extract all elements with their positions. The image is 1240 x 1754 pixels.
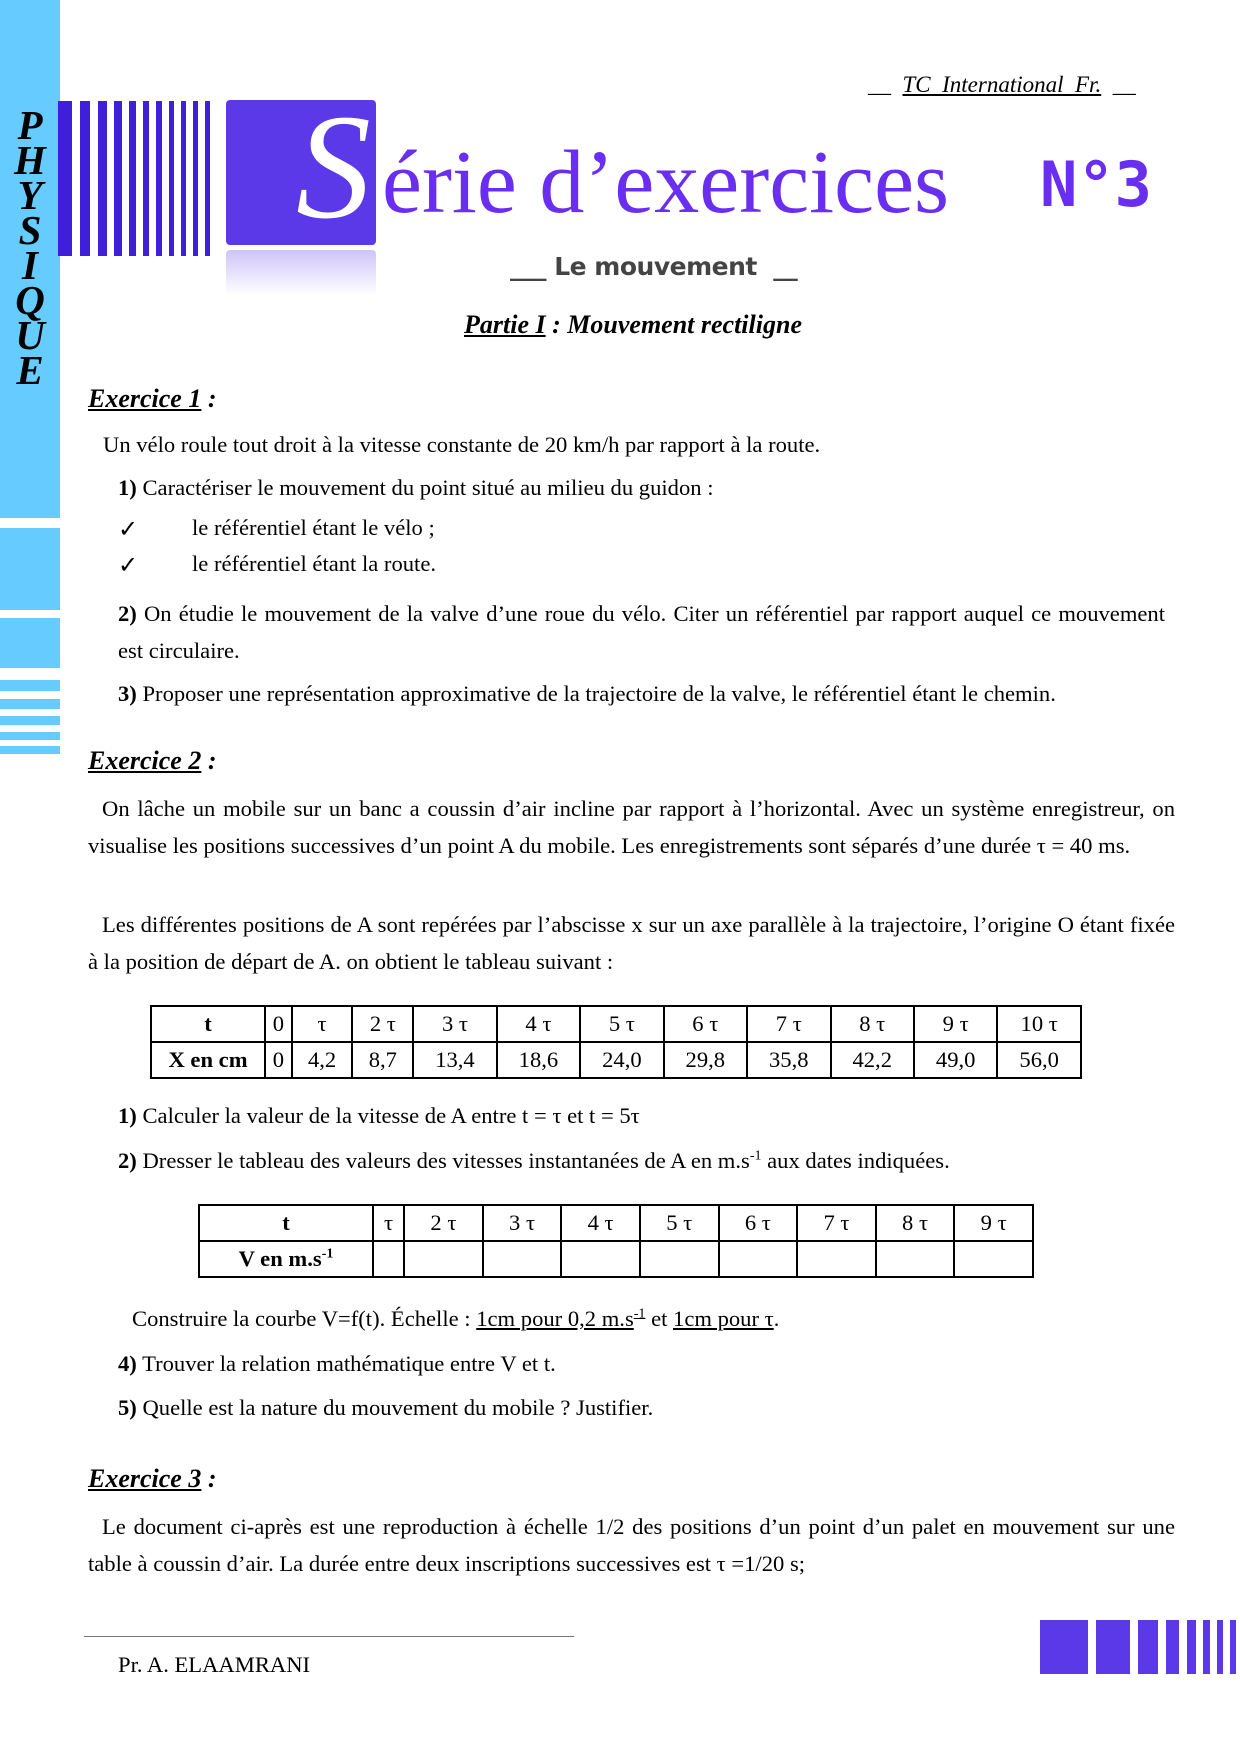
header-bar [143, 101, 149, 256]
side-letter: S [18, 207, 42, 253]
question-text: Caractériser le mouvement du point situé au milieu du guidon : [136, 475, 714, 500]
header-bar [114, 101, 122, 256]
exercise-2-heading [88, 746, 217, 776]
exercise-1-bullet-2: le référentiel étant la route. [192, 551, 436, 576]
table-cell: 7 τ [747, 1006, 830, 1042]
side-band-stripe-3 [0, 716, 60, 725]
table-cell: 24,0 [580, 1042, 663, 1078]
side-letter: U [15, 312, 45, 358]
table-cell: 13,4 [413, 1042, 496, 1078]
question-number: 2) [118, 601, 137, 626]
side-band-block-2 [0, 618, 60, 668]
table-header-cell [199, 1241, 373, 1277]
header-bar [205, 101, 210, 256]
exercise-1-question-3 [118, 675, 1188, 712]
exercise-3-paragraph-1: Le document ci-après est une reproduction à échelle 1/2 des positions d’un point d’un palet en mouvement sur une table à coussin d’air. La durée entre deux inscriptions successives est τ =1/20 s; [88, 1514, 1175, 1576]
check-icon: ✓ [118, 553, 139, 579]
footer-bar [1203, 1620, 1210, 1674]
header-bar [169, 101, 174, 256]
series-number: N°3 [1040, 148, 1152, 221]
table-cell: 8,7 [352, 1042, 413, 1078]
question-number: 5) [118, 1395, 137, 1420]
exercise-2-paragraph-1: On lâche un mobile sur un banc a coussin d’air incline par rapport à l’horizontal. Avec un système enregistreur, on visualise les positions successives d’un point A du mobile. Les enregistrements sont séparés d’une durée τ = 40 ms. [88, 796, 1175, 858]
footer-bar [1096, 1620, 1130, 1674]
question-text: Dresser le tableau des valeurs des vitesses instantanées de A en m.s [136, 1148, 750, 1173]
header-bar [58, 101, 72, 256]
table-header-cell: t [199, 1205, 373, 1241]
header-bar [129, 101, 136, 256]
heading-colon: : [201, 384, 217, 413]
heading-colon: : [201, 1464, 217, 1493]
table-cell: 8 τ [831, 1006, 914, 1042]
side-letter: H [14, 137, 46, 183]
table-cell: 7 τ [797, 1205, 876, 1241]
empty-table-cell[interactable] [876, 1241, 955, 1277]
check-icon: ✓ [118, 517, 139, 543]
empty-table-cell[interactable] [640, 1241, 719, 1277]
table-row [199, 1241, 1033, 1277]
title-initial: S [296, 84, 371, 250]
table-row [151, 1006, 1081, 1042]
footer-bar [1138, 1620, 1158, 1674]
table-row [199, 1205, 1033, 1241]
side-letter: P [17, 102, 43, 148]
header-tag-suffix: __ [1101, 72, 1136, 97]
header-tag-text: TC International Fr. [902, 72, 1102, 97]
empty-table-cell[interactable] [404, 1241, 483, 1277]
header-bar [193, 101, 198, 256]
side-band-stripe-5 [0, 746, 60, 754]
exercise-2-question-4 [118, 1345, 1178, 1382]
table-cell: 8 τ [876, 1205, 955, 1241]
table-cell: 4,2 [292, 1042, 353, 1078]
table-cell: 2 τ [352, 1006, 413, 1042]
question-number: 1) [118, 475, 137, 500]
table-cell: τ [292, 1006, 353, 1042]
table-cell: 6 τ [719, 1205, 798, 1241]
subtitle [510, 252, 797, 281]
footer-divider [84, 1636, 574, 1637]
part-heading [0, 310, 1240, 340]
header-tag [868, 72, 1136, 98]
table-cell: 0 [265, 1006, 292, 1042]
header-bar [156, 101, 162, 256]
exercise-2-question-5 [118, 1389, 1178, 1426]
page-title: érie d’exercices [382, 133, 950, 232]
superscript: -1 [633, 1306, 646, 1322]
table-row [151, 1042, 1081, 1078]
construct-text: et [645, 1306, 674, 1331]
question-text: Proposer une représentation approximative de la trajectoire de la valve, le référentiel étant le chemin. [136, 681, 1056, 706]
construct-text: Construire la courbe V=f(t). Échelle : [132, 1306, 477, 1331]
table-cell: 9 τ [914, 1006, 997, 1042]
table-cell: 18,6 [497, 1042, 580, 1078]
subtitle-rule-right: __ [756, 252, 798, 281]
footer-bar [1040, 1620, 1088, 1674]
table-cell: 2 τ [404, 1205, 483, 1241]
table-cell: 6 τ [664, 1006, 747, 1042]
superscript: -1 [321, 1246, 334, 1262]
empty-table-cell[interactable] [561, 1241, 640, 1277]
scale-t: 1cm pour τ [673, 1306, 774, 1331]
table-cell: 42,2 [831, 1042, 914, 1078]
footer-author: Pr. A. ELAAMRANI [118, 1652, 311, 1677]
table-cell: 35,8 [747, 1042, 830, 1078]
side-letter: Y [17, 172, 43, 218]
table-cell: 9 τ [954, 1205, 1033, 1241]
footer-bar [1230, 1620, 1236, 1674]
table-cell: 0 [265, 1042, 292, 1078]
table-cell: 4 τ [561, 1205, 640, 1241]
exercise-2-title: Exercice 2 [88, 746, 202, 775]
question-text: On étudie le mouvement de la valve d’une roue du vélo. Citer un référentiel par rapport auquel ce mouvement est circulaire. [118, 601, 1165, 663]
part-label: Partie I [464, 310, 546, 339]
table-cell: 3 τ [413, 1006, 496, 1042]
speed-label: V en m.s [238, 1246, 322, 1271]
side-label-physique [10, 102, 50, 393]
question-text: aux dates indiquées. [761, 1148, 950, 1173]
table-cell: 49,0 [914, 1042, 997, 1078]
exercise-1-heading [88, 384, 217, 414]
speeds-table [198, 1204, 1034, 1278]
table-cell: 3 τ [483, 1205, 562, 1241]
table-header-cell: X en cm [151, 1042, 265, 1078]
header-bar [80, 101, 90, 256]
scale-v: 1cm pour 0,2 m.s [476, 1306, 634, 1331]
side-band-stripe-1 [0, 680, 60, 691]
table-cell: 5 τ [640, 1205, 719, 1241]
exercise-1-bullet-1: le référentiel étant le vélo ; [192, 515, 435, 540]
empty-table-cell[interactable] [954, 1241, 1033, 1277]
question-text: Calculer la valeur de la vitesse de A entre t = τ et t = 5τ [136, 1103, 640, 1128]
exercise-1-question-2 [118, 595, 1165, 669]
exercise-3-title: Exercice 3 [88, 1464, 202, 1493]
subtitle-rule-left: ___ [510, 252, 555, 281]
header-tag-prefix: __ [868, 72, 903, 97]
question-text: Trouver la relation mathématique entre V et t. [136, 1351, 556, 1376]
table-cell: τ [373, 1205, 404, 1241]
superscript: -1 [749, 1148, 762, 1164]
side-letter: I [22, 242, 38, 288]
title-logo-reflection [226, 250, 376, 295]
exercise-1-question-1 [118, 469, 1178, 506]
table-cell: 29,8 [664, 1042, 747, 1078]
exercise-3-heading [88, 1464, 217, 1494]
side-letter: E [16, 347, 44, 393]
empty-table-cell[interactable] [797, 1241, 876, 1277]
exercise-2-construct-curve [132, 1300, 1172, 1337]
header-bar [98, 101, 107, 256]
heading-colon: : [201, 746, 217, 775]
footer-bar [1217, 1620, 1223, 1674]
empty-table-cell[interactable] [719, 1241, 798, 1277]
empty-table-cell[interactable] [373, 1241, 404, 1277]
question-number: 4) [118, 1351, 137, 1376]
exercise-1-intro: Un vélo roule tout droit à la vitesse constante de 20 km/h par rapport à la route. [103, 432, 821, 457]
footer-bar [1187, 1620, 1196, 1674]
construct-end: . [773, 1306, 780, 1331]
table-cell: 4 τ [497, 1006, 580, 1042]
header-bar [181, 101, 186, 256]
positions-table [150, 1005, 1082, 1079]
empty-table-cell[interactable] [483, 1241, 562, 1277]
question-number: 2) [118, 1148, 137, 1173]
exercise-2-question-1 [118, 1097, 1178, 1134]
exercise-2-paragraph-2: Les différentes positions de A sont repérées par l’abscisse x sur un axe parallèle à la trajectoire, l’origine O étant fixée à la position de départ de A. on obtient le tableau suivant : [88, 912, 1175, 974]
exercise-2-question-2 [118, 1142, 1178, 1179]
table-header-cell: t [151, 1006, 265, 1042]
question-number: 1) [118, 1103, 137, 1128]
part-title: : Mouvement rectiligne [545, 310, 802, 339]
side-band-stripe-4 [0, 732, 60, 740]
footer-bar [1166, 1620, 1179, 1674]
question-number: 3) [118, 681, 137, 706]
exercise-1-title: Exercice 1 [88, 384, 202, 413]
side-band-block-1 [0, 528, 60, 610]
table-cell: 5 τ [580, 1006, 663, 1042]
side-band-stripe-2 [0, 699, 60, 709]
table-cell: 10 τ [997, 1006, 1081, 1042]
side-letter: Q [15, 277, 45, 323]
question-text: Quelle est la nature du mouvement du mobile ? Justifier. [136, 1395, 654, 1420]
table-cell: 56,0 [997, 1042, 1081, 1078]
subtitle-text: Le mouvement [554, 252, 757, 281]
